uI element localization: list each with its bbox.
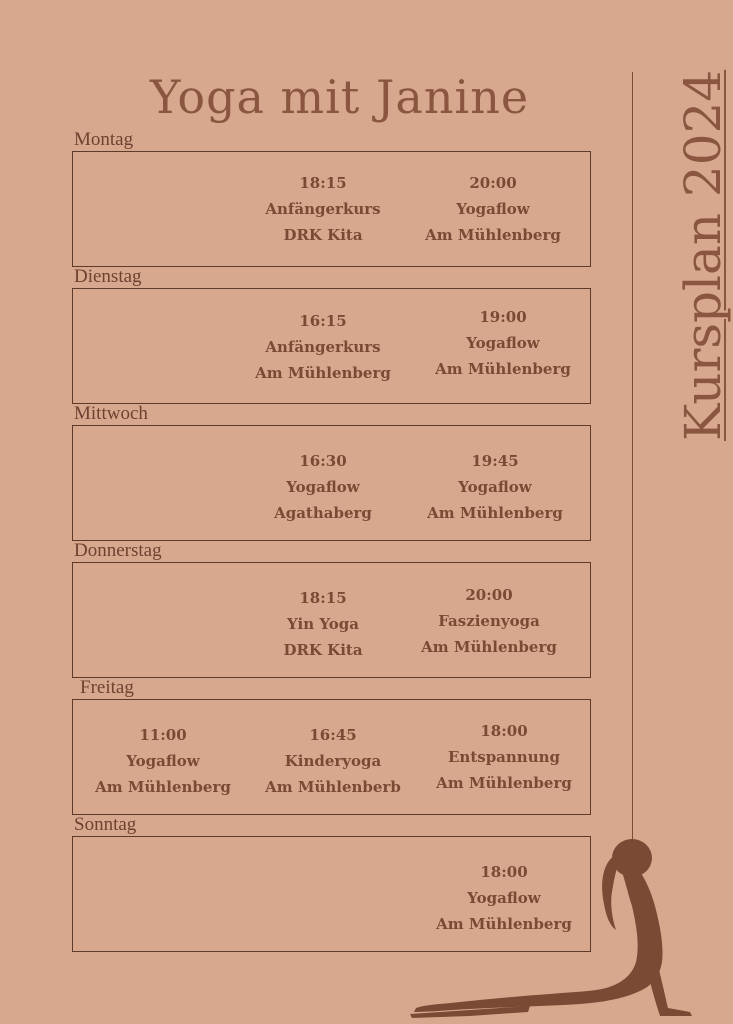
slot-course: Yogaflow (456, 200, 530, 218)
slot-course: Entspannung (447, 748, 561, 766)
day-box (72, 151, 591, 267)
page-title: Yoga mit Janine (150, 70, 530, 124)
course-slot (233, 170, 413, 248)
day-label: Freitag (80, 677, 134, 698)
day-box (72, 699, 591, 815)
slot-place: Am Mühlenberg (436, 774, 572, 792)
day-label: Montag (74, 129, 134, 150)
slot-place: Agathaberg (274, 504, 372, 522)
day-box (72, 562, 591, 678)
slot-place: Am Mühlenberg (95, 778, 231, 796)
slot-time: 11:00 (139, 726, 187, 744)
course-slot (73, 722, 253, 800)
slot-course: Faszienyoga (438, 612, 540, 630)
slot-time: 16:45 (309, 726, 357, 744)
side-title: Kursplan 2024 (674, 69, 732, 441)
yoga-pose-illustration (410, 834, 700, 1019)
slot-place: Am Mühlenberg (425, 226, 561, 244)
day-box (72, 425, 591, 541)
slot-time: 20:00 (465, 586, 513, 604)
course-slot (233, 585, 413, 663)
vertical-divider (632, 72, 633, 862)
slot-time: 19:45 (471, 452, 519, 470)
slot-course: Yogaflow (126, 752, 200, 770)
slot-course: Yin Yoga (287, 615, 359, 633)
course-slot (405, 448, 585, 526)
slot-time: 16:30 (299, 452, 347, 470)
slot-course: Yogaflow (458, 478, 532, 496)
slot-time: 18:00 (480, 722, 528, 740)
course-slot (413, 304, 593, 382)
slot-place: DRK Kita (283, 641, 363, 659)
slot-time: 19:00 (479, 308, 527, 326)
course-slot (233, 448, 413, 526)
slot-time: 20:00 (469, 174, 517, 192)
slot-course: Kinderyoga (284, 752, 382, 770)
slot-place: Am Mühlenberg (427, 504, 563, 522)
slot-place: Am Mühlenberg (421, 638, 557, 656)
slot-place: DRK Kita (283, 226, 363, 244)
slot-place: Am Mühlenberg (255, 364, 391, 382)
course-slot (399, 582, 579, 660)
day-label: Sonntag (74, 814, 137, 835)
course-slot (243, 722, 423, 800)
slot-place: Am Mühlenberb (265, 778, 401, 796)
day-box (72, 288, 591, 404)
day-label: Donnerstag (74, 540, 162, 561)
slot-time: 16:15 (299, 312, 347, 330)
day-label: Mittwoch (74, 403, 148, 424)
slot-course: Yogaflow (466, 334, 540, 352)
slot-course: Anfängerkurs (265, 200, 381, 218)
slot-time: 18:15 (299, 174, 347, 192)
slot-place: Am Mühlenberg (436, 915, 572, 933)
slot-time: 18:00 (480, 863, 528, 881)
course-slot (233, 308, 413, 386)
slot-time: 18:15 (299, 589, 347, 607)
slot-course: Yogaflow (286, 478, 360, 496)
course-slot (414, 718, 594, 796)
slot-course: Anfängerkurs (265, 338, 381, 356)
slot-course: Yogaflow (467, 889, 541, 907)
slot-place: Am Mühlenberg (435, 360, 571, 378)
course-slot (403, 170, 583, 248)
day-label: Dienstag (74, 266, 142, 287)
